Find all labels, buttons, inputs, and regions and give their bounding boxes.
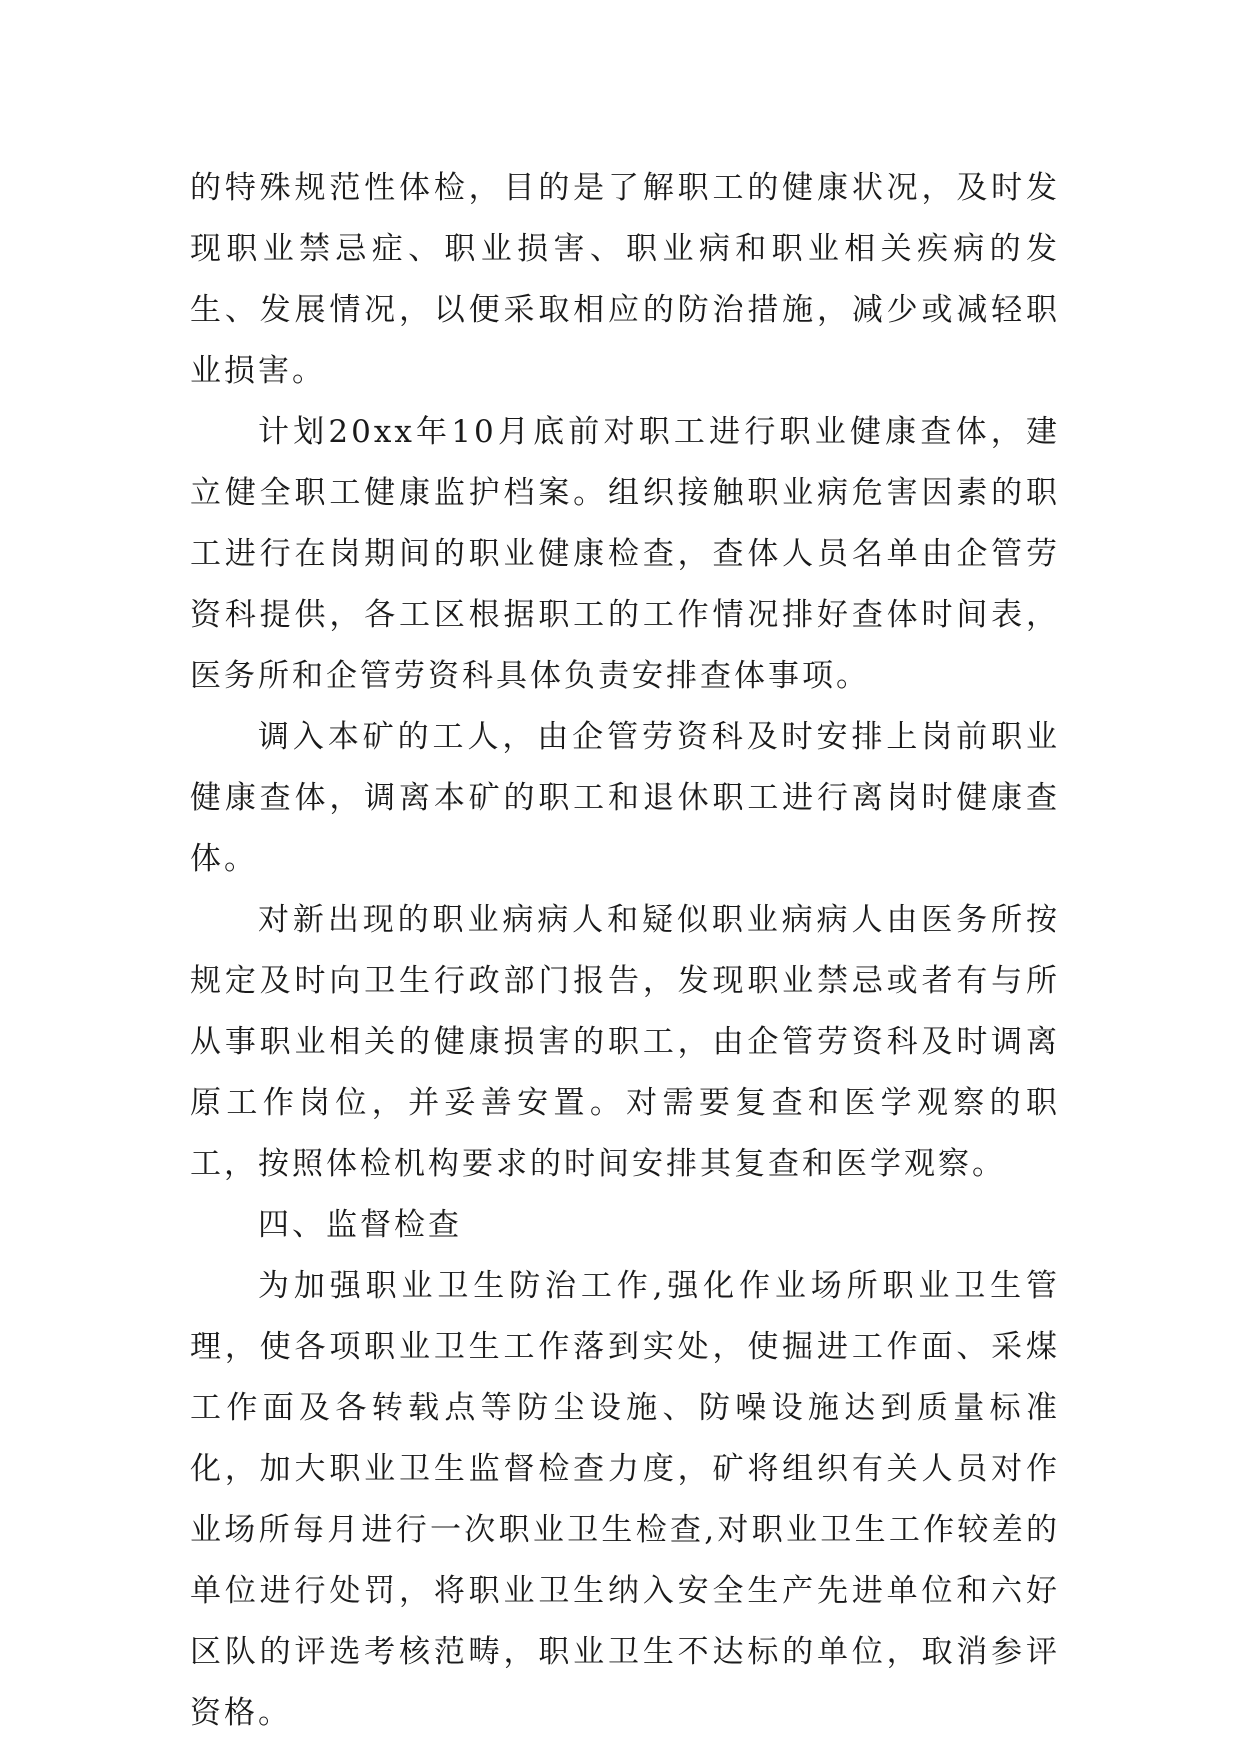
paragraph-3: 调入本矿的工人，由企管劳资科及时安排上岗前职业健康查体，调离本矿的职工和退休职工进行离岗时健康查体。 [190,719,1060,877]
paragraph-4: 对新出现的职业病病人和疑似职业病病人由医务所按规定及时向卫生行政部门报告，发现职业禁忌或者有与所从事职业相关的健康损害的职工，由企管劳资科及时调离原工作岗位，并妥善安置。对需要复查和医学观察的职工，按照体检机构要求的时间安排其复查和医学观察。 [190,902,1060,1182]
paragraph-2: 计划20xx年10月底前对职工进行职业健康查体，建立健全职工健康监护档案。组织接触职业病危害因素的职工进行在岗期间的职业健康检查，查体人员名单由企管劳资科提供，各工区根据职工的工作情况排好查体时间表，医务所和企管劳资科具体负责安排查体事项。 [190,414,1060,694]
paragraph-5: 为加强职业卫生防治工作,强化作业场所职业卫生管理，使各项职业卫生工作落到实处，使掘进工作面、采煤工作面及各转载点等防尘设施、防噪设施达到质量标准化，加大职业卫生监督检查力度，矿将组织有关人员对作业场所每月进行一次职业卫生检查,对职业卫生工作较差的单位进行处罚，将职业卫生纳入安全生产先进单位和六好区队的评选考核范畴，职业卫生不达标的单位，取消参评资格。 [190,1268,1060,1731]
section-heading: 四、监督检查 [258,1207,462,1243]
paragraph-1: 的特殊规范性体检，目的是了解职工的健康状况，及时发现职业禁忌症、职业损害、职业病和职业相关疾病的发生、发展情况，以便采取相应的防治措施，减少或减轻职业损害。 [190,170,1060,389]
document-body [190,158,1060,1744]
